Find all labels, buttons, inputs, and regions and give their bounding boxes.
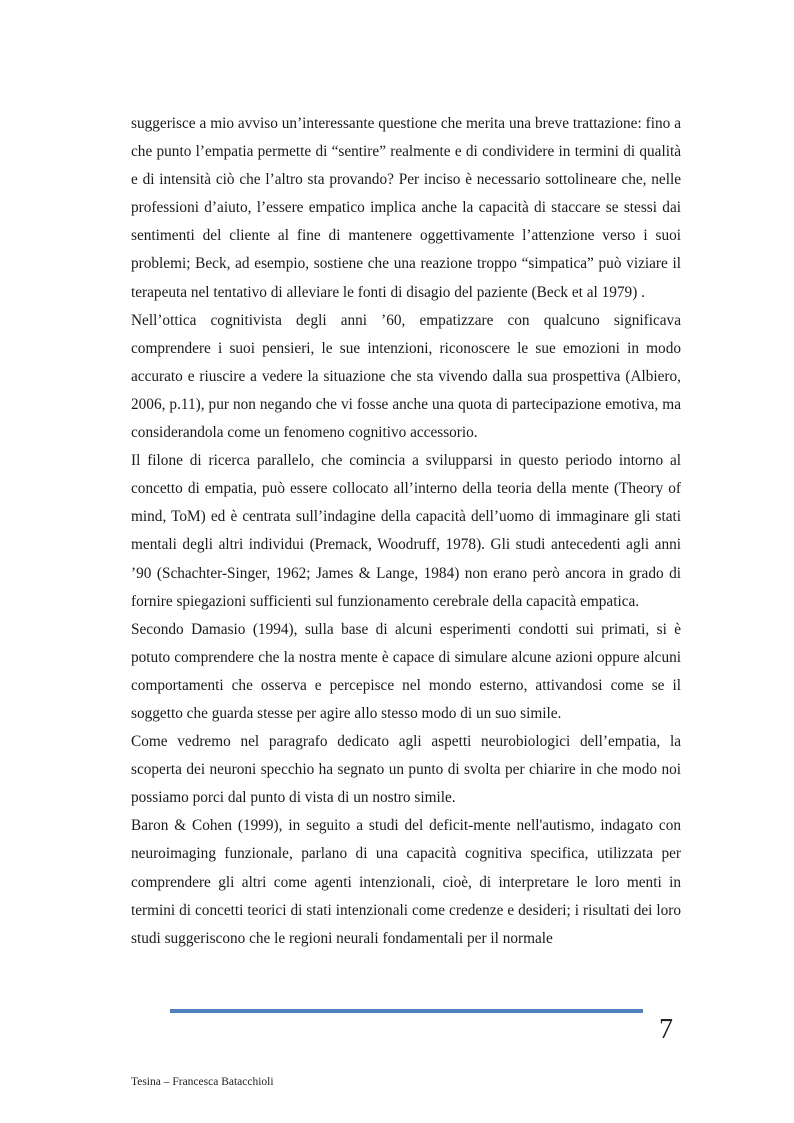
paragraph-2: Nell’ottica cognitivista degli anni ’60, empatizzare con qualcuno significava comprendere i suoi pensieri, le sue intenzioni, riconoscere le sue emozioni in modo accurato e riuscire a vedere la situazione che sta vivendo dalla sua prospettiva (Albiero, 2006, p.11), pur non negando che vi fosse anche una quota di partecipazione emotiva, ma considerandola come un fenomeno cognitivo accessorio. xyxy=(131,311,681,442)
paragraph-6: Baron & Cohen (1999), in seguito a studi del deficit-mente nell'autismo, indagato con neuroimaging funzionale, parlano di una capacità cognitiva specifica, utilizzata per comprendere gli altri come agenti intenzionali, cioè, di interpretare le loro menti in termini di concetti teorici di stati intenzionali come credenze e desideri; i risultati dei loro studi suggeriscono che le regioni neurali fondamentali per il normale xyxy=(131,817,681,947)
page-number: 7 xyxy=(659,1014,673,1045)
paragraph-3: Il filone di ricerca parallelo, che comincia a svilupparsi in questo periodo intorno al concetto di empatia, può essere collocato all’interno della teoria della mente (Theory of mind, ToM) ed è centrata sull’indagine della capacità dell’uomo di immaginare gli stati mentali degli altri individui (Premack, Woodruff, 1978). Gli studi antecedenti agli anni ’90 (Schachter-Singer, 1962; James & Lange, 1984) non erano però ancora in grado di fornire spiegazioni sufficienti sul funzionamento cerebrale della capacità empatica. xyxy=(131,452,681,610)
footer-text: Tesina – Francesca Batacchioli xyxy=(131,1076,274,1088)
paragraph-1: suggerisce a mio avviso un’interessante questione che merita una breve trattazione: fino a che punto l’empatia permette di “sentire” realmente e di condividere in termini di qualità e di intensità ciò che l’altro sta provando? Per inciso è necessario sottolineare che, nelle professioni d’aiuto, l’essere empatico implica anche la capacità di staccare se stessi dai sentimenti del cliente al fine di mantenere oggettivamente l’attenzione verso i suoi problemi; Beck, ad esempio, sostiene che una reazione troppo “simpatica” può viziare il terapeuta nel tentativo di alleviare le fonti di disagio del paziente (Beck et al 1979) . xyxy=(131,115,681,301)
paragraph-4: Secondo Damasio (1994), sulla base di alcuni esperimenti condotti sui primati, si è potuto comprendere che la nostra mente è capace di simulare alcune azioni oppure alcuni comportamenti che osserva e percepisce nel mondo esterno, attivandosi come se il soggetto che guarda stesse per agire allo stesso modo di un suo simile. xyxy=(131,620,681,722)
footer-rule xyxy=(170,1009,643,1013)
body-text xyxy=(131,110,681,953)
paragraph-5: Come vedremo nel paragrafo dedicato agli aspetti neurobiologici dell’empatia, la scoperta dei neuroni specchio ha segnato un punto di svolta per chiarire in che modo noi possiamo porci dal punto di vista di un nostro simile. xyxy=(131,733,681,807)
